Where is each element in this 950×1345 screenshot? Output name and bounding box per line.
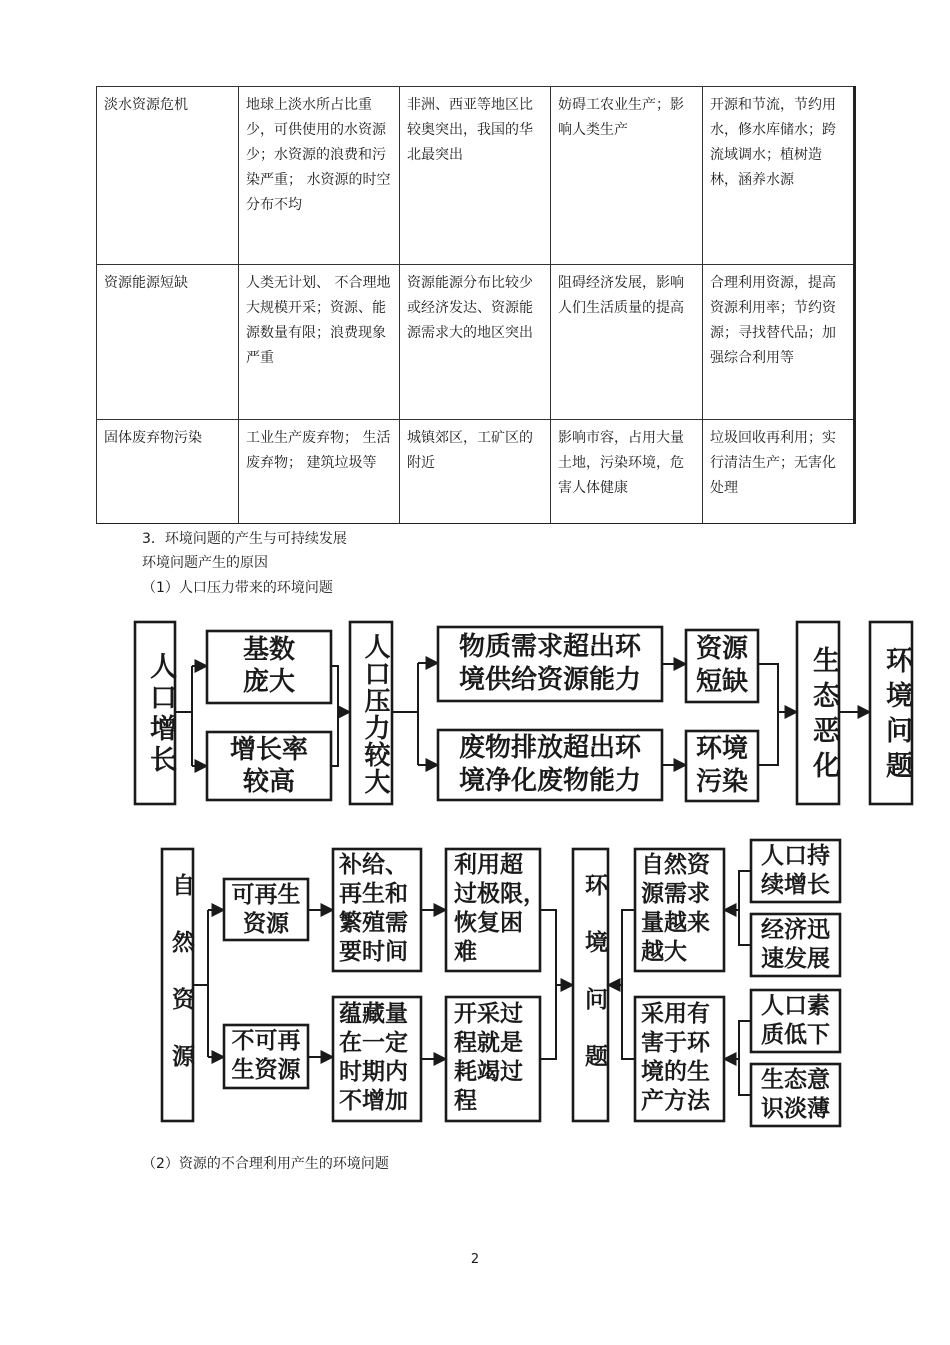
env-problem-label: 环境问题: [881, 646, 912, 786]
demand-line2: 源需求: [641, 881, 710, 907]
shortage-line2: 短缺: [695, 667, 748, 697]
renewable-line1: 可再生: [231, 882, 301, 908]
table-cell: 人类无计划、 不合理地大规模开采；资源、能源数量有限；浪费现象严重: [239, 265, 400, 420]
table-cell: 资源能源分布比较少或经济发达、资源能源需求大的地区突出: [400, 265, 551, 420]
section-heading: 3．环境问题的产生与可持续发展: [142, 531, 347, 547]
low-quality-line2: 质低下: [761, 1022, 830, 1048]
table-cell: 城镇郊区，工矿区的附近: [400, 420, 551, 524]
deposit-line4: 不增加: [339, 1088, 408, 1114]
table-cell: 非洲、西亚等地区比较奥突出，我国的华北最突出: [400, 87, 551, 265]
pollution-line1: 环境: [695, 734, 748, 764]
demand-exceeds-line1: 物质需求超出环: [458, 632, 641, 662]
regen-line1: 补给、: [339, 852, 408, 878]
harmful-line4: 产方法: [641, 1088, 710, 1114]
sub-heading: 环境问题产生的原因: [142, 555, 268, 571]
pop-growth-line1: 人口持: [761, 843, 830, 869]
overuse-line1: 利用超: [454, 852, 523, 878]
table-cell: 影响市容，占用大量土地，污染环境，危害人体健康: [551, 420, 703, 524]
large-base-label: 基数庞大: [242, 635, 295, 697]
low-quality-line1: 人口素: [761, 993, 830, 1019]
table-cell: 工业生产废弃物； 生活废弃物； 建筑垃圾等: [239, 420, 400, 524]
weak-eco-line1: 生态意: [761, 1067, 830, 1093]
environment-problem-table: [96, 86, 856, 524]
econ-dev-line1: 经济迅: [761, 917, 830, 943]
high-rate-label: 增长率较高: [229, 735, 308, 797]
harmful-line3: 境的生: [641, 1059, 710, 1085]
harmful-line1: 采用有: [641, 1001, 710, 1027]
table-cell: 淡水资源危机: [97, 87, 239, 265]
waste-exceeds-line1: 废物排放超出环: [458, 733, 641, 763]
overuse-line2: 过极限，: [454, 881, 546, 907]
harmful-line2: 害于环: [641, 1030, 710, 1056]
shortage-line1: 资源: [695, 634, 748, 664]
nonrenewable-line1: 不可再: [231, 1028, 301, 1054]
waste-exceeds-line2: 境净化废物能力: [458, 766, 641, 796]
depletion-line1: 开采过: [454, 1001, 523, 1027]
demand-line3: 量越来: [641, 910, 710, 936]
table-cell: 阻碍经济发展，影响人们生活质量的提高: [551, 265, 703, 420]
overuse-line4: 难: [454, 939, 477, 965]
table-cell: 垃圾回收再利用；实行清洁生产；无害化处理: [703, 420, 855, 524]
table-row: [97, 265, 855, 420]
pop-growth-line2: 续增长: [761, 872, 830, 898]
depletion-line3: 耗竭过: [454, 1059, 523, 1085]
natural-resources-label: 自然资源: [168, 873, 194, 1101]
deposit-line2: 在一定: [339, 1030, 408, 1056]
table-cell: 合理利用资源，提高资源利用率；节约资源；寻找替代品；加强综合利用等: [703, 265, 855, 420]
table-cell: 开源和节流，节约用水，修水库储水；跨流域调水；植树造林，涵养水源: [703, 87, 855, 265]
demand-exceeds-line2: 境供给资源能力: [458, 665, 641, 695]
part1-label: （1）人口压力带来的环境问题: [142, 580, 333, 596]
table-cell: 资源能源短缺: [97, 265, 239, 420]
renewable-line2: 资源: [243, 911, 289, 937]
nonrenewable-line2: 生资源: [231, 1057, 301, 1083]
part2-label: （2）资源的不合理利用产生的环境问题: [142, 1156, 389, 1172]
env-problem-label-2: 环境问题: [581, 873, 607, 1101]
pollution-line2: 污染: [695, 767, 748, 797]
depletion-line4: 程: [454, 1088, 477, 1114]
table-cell: 地球上淡水所占比重少，可供使用的水资源少；水资源的浪费和污染严重； 水资源的时空分布不均: [239, 87, 400, 265]
high-pressure-label: 人口压力较大: [360, 633, 390, 795]
econ-dev-line2: 速发展: [761, 946, 830, 972]
population-growth-label: 人口增长: [145, 652, 176, 776]
page-number: 2: [470, 1252, 480, 1267]
table-cell: 固体废弃物污染: [97, 420, 239, 524]
deposit-line3: 时期内: [339, 1059, 408, 1085]
regen-line2: 再生和: [339, 881, 408, 907]
regen-line4: 要时间: [339, 939, 408, 965]
table-cell: 妨碍工农业生产；影响人类生产: [551, 87, 703, 265]
table-row: [97, 87, 855, 265]
deposit-line1: 蕴藏量: [339, 1001, 408, 1027]
demand-line1: 自然资: [641, 852, 710, 878]
regen-line3: 繁殖需: [339, 910, 408, 936]
table-row: [97, 420, 855, 524]
eco-deteriorate-label: 生态恶化: [808, 646, 839, 786]
demand-line4: 越大: [641, 939, 687, 965]
depletion-line2: 程就是: [454, 1030, 523, 1056]
weak-eco-line2: 识淡薄: [761, 1096, 830, 1122]
overuse-line3: 恢复困: [454, 910, 523, 936]
